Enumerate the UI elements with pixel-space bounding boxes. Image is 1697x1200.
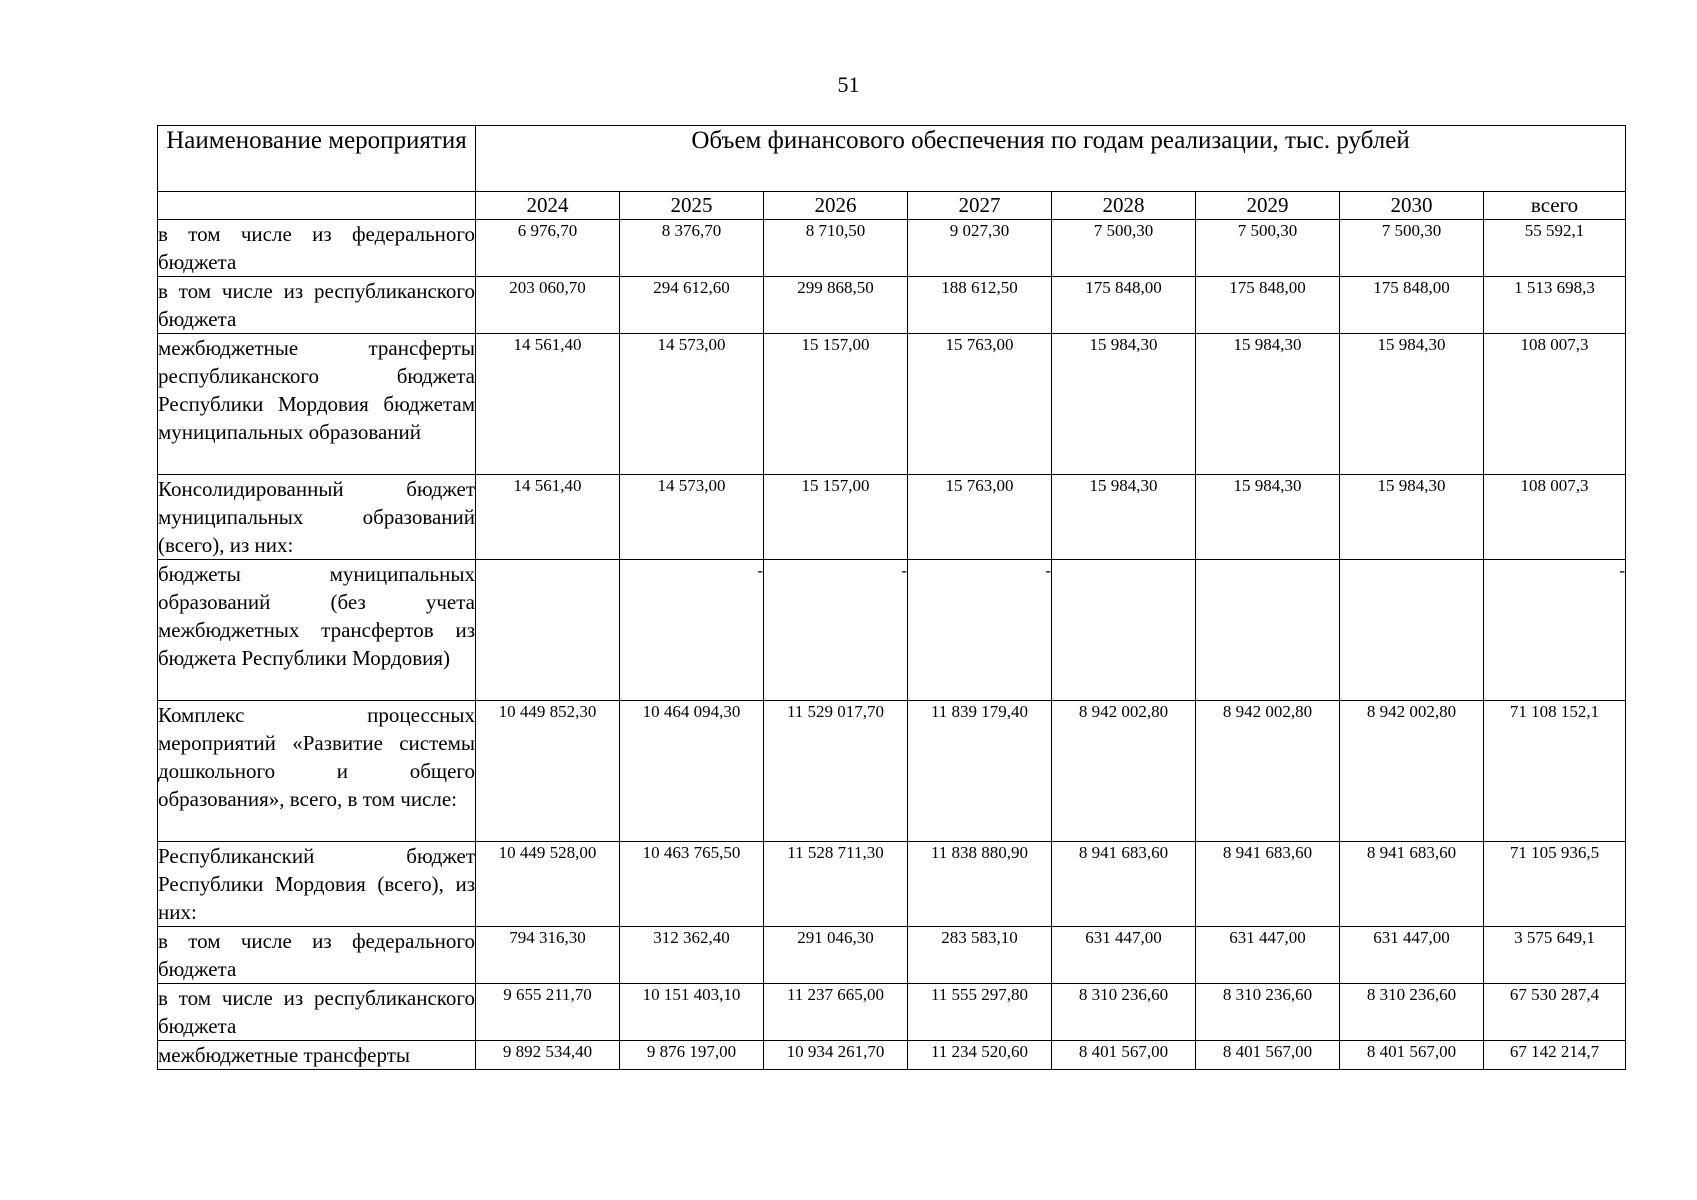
row-value-cell: 8 942 002,80: [1052, 701, 1196, 842]
year-cell: 2030: [1340, 192, 1484, 220]
row-value-cell: 794 316,30: [476, 927, 620, 984]
row-value-cell: 8 401 567,00: [1340, 1041, 1484, 1070]
row-total-cell: 55 592,1: [1484, 220, 1626, 277]
row-value-cell: 10 934 261,70: [764, 1041, 908, 1070]
year-cell: 2024: [476, 192, 620, 220]
table-row: [158, 560, 1626, 701]
row-value-cell: 8 401 567,00: [1196, 1041, 1340, 1070]
row-value-cell: 14 573,00: [620, 475, 764, 560]
row-value-cell: -: [908, 560, 1052, 701]
row-value-cell: 15 763,00: [908, 334, 1052, 475]
row-value-cell: 11 237 665,00: [764, 984, 908, 1041]
row-name-cell: в том числе из федерального бюджета: [158, 927, 476, 984]
years-row: [158, 192, 1626, 220]
year-cell: 2027: [908, 192, 1052, 220]
row-value-cell: 631 447,00: [1196, 927, 1340, 984]
header-row: [158, 126, 1626, 192]
row-name-cell: Республиканский бюджет Республики Мордовия (всего), из них:: [158, 842, 476, 927]
header-name-cell: Наименование мероприятия: [158, 126, 476, 192]
row-value-cell: 15 763,00: [908, 475, 1052, 560]
table-row: [158, 701, 1626, 842]
header-main-cell: Объем финансового обеспечения по годам реализации, тыс. рублей: [476, 126, 1626, 192]
row-value-cell: 15 984,30: [1196, 334, 1340, 475]
row-value-cell: 10 449 528,00: [476, 842, 620, 927]
row-value-cell: 8 941 683,60: [1340, 842, 1484, 927]
total-header-cell: всего: [1484, 192, 1626, 220]
row-value-cell: 11 555 297,80: [908, 984, 1052, 1041]
row-value-cell: 8 401 567,00: [1052, 1041, 1196, 1070]
row-value-cell: 14 561,40: [476, 334, 620, 475]
table-row: [158, 927, 1626, 984]
row-value-cell: 283 583,10: [908, 927, 1052, 984]
row-value-cell: [1196, 560, 1340, 701]
row-total-cell: 108 007,3: [1484, 475, 1626, 560]
row-value-cell: 175 848,00: [1052, 277, 1196, 334]
row-total-cell: 67 530 287,4: [1484, 984, 1626, 1041]
table-row: [158, 334, 1626, 475]
row-value-cell: 15 984,30: [1052, 334, 1196, 475]
row-value-cell: 15 984,30: [1196, 475, 1340, 560]
year-cell: 2025: [620, 192, 764, 220]
row-value-cell: 15 157,00: [764, 475, 908, 560]
row-value-cell: 299 868,50: [764, 277, 908, 334]
row-value-cell: 8 310 236,60: [1196, 984, 1340, 1041]
row-name-cell: в том числе из федерального бюджета: [158, 220, 476, 277]
row-total-cell: 3 575 649,1: [1484, 927, 1626, 984]
row-total-cell: -: [1484, 560, 1626, 701]
row-value-cell: 11 234 520,60: [908, 1041, 1052, 1070]
row-value-cell: 8 710,50: [764, 220, 908, 277]
row-name-cell: межбюджетные трансферты республиканского бюджета Республики Мордовия бюджетам муниципальных образований: [158, 334, 476, 475]
row-value-cell: 10 449 852,30: [476, 701, 620, 842]
row-total-cell: 67 142 214,7: [1484, 1041, 1626, 1070]
row-value-cell: 10 463 765,50: [620, 842, 764, 927]
row-value-cell: 203 060,70: [476, 277, 620, 334]
row-name-cell: в том числе из республиканского бюджета: [158, 984, 476, 1041]
row-value-cell: 11 839 179,40: [908, 701, 1052, 842]
table-row: [158, 1041, 1626, 1070]
row-value-cell: 15 984,30: [1340, 334, 1484, 475]
row-value-cell: 11 528 711,30: [764, 842, 908, 927]
row-name-cell: бюджеты муниципальных образований (без учета межбюджетных трансфертов из бюджета Республики Мордовия): [158, 560, 476, 701]
row-value-cell: 11 529 017,70: [764, 701, 908, 842]
row-value-cell: -: [764, 560, 908, 701]
row-value-cell: 8 942 002,80: [1196, 701, 1340, 842]
row-name-cell: межбюджетные трансферты: [158, 1041, 476, 1070]
row-value-cell: 8 942 002,80: [1340, 701, 1484, 842]
row-value-cell: 7 500,30: [1340, 220, 1484, 277]
row-value-cell: 7 500,30: [1052, 220, 1196, 277]
years-empty-cell: [158, 192, 476, 220]
row-value-cell: 14 561,40: [476, 475, 620, 560]
row-value-cell: 15 984,30: [1340, 475, 1484, 560]
row-value-cell: 8 310 236,60: [1052, 984, 1196, 1041]
table-row: [158, 984, 1626, 1041]
row-value-cell: 8 310 236,60: [1340, 984, 1484, 1041]
row-value-cell: 8 941 683,60: [1196, 842, 1340, 927]
row-value-cell: 15 984,30: [1052, 475, 1196, 560]
row-value-cell: 15 157,00: [764, 334, 908, 475]
row-total-cell: 108 007,3: [1484, 334, 1626, 475]
table-row: [158, 475, 1626, 560]
year-cell: 2026: [764, 192, 908, 220]
row-value-cell: 10 151 403,10: [620, 984, 764, 1041]
row-value-cell: 631 447,00: [1340, 927, 1484, 984]
row-value-cell: 175 848,00: [1340, 277, 1484, 334]
row-value-cell: 8 376,70: [620, 220, 764, 277]
row-value-cell: 7 500,30: [1196, 220, 1340, 277]
page-number: 51: [837, 72, 860, 97]
row-value-cell: 11 838 880,90: [908, 842, 1052, 927]
row-name-cell: Комплекс процессных мероприятий «Развитие системы дошкольного и общего образования», всего, в том числе:: [158, 701, 476, 842]
row-total-cell: 71 108 152,1: [1484, 701, 1626, 842]
row-value-cell: 8 941 683,60: [1052, 842, 1196, 927]
row-value-cell: 175 848,00: [1196, 277, 1340, 334]
row-value-cell: [476, 560, 620, 701]
row-value-cell: -: [620, 560, 764, 701]
table-row: [158, 277, 1626, 334]
row-name-cell: Консолидированный бюджет муниципальных образований (всего), из них:: [158, 475, 476, 560]
row-value-cell: 9 876 197,00: [620, 1041, 764, 1070]
row-value-cell: 291 046,30: [764, 927, 908, 984]
table-row: [158, 220, 1626, 277]
row-total-cell: 71 105 936,5: [1484, 842, 1626, 927]
row-value-cell: 294 612,60: [620, 277, 764, 334]
row-value-cell: [1340, 560, 1484, 701]
table-row: [158, 842, 1626, 927]
row-value-cell: 188 612,50: [908, 277, 1052, 334]
row-value-cell: 312 362,40: [620, 927, 764, 984]
row-value-cell: 631 447,00: [1052, 927, 1196, 984]
row-value-cell: [1052, 560, 1196, 701]
row-name-cell: в том числе из республиканского бюджета: [158, 277, 476, 334]
financing-table: [157, 125, 1626, 1070]
row-value-cell: 9 027,30: [908, 220, 1052, 277]
year-cell: 2028: [1052, 192, 1196, 220]
row-value-cell: 9 655 211,70: [476, 984, 620, 1041]
row-value-cell: 6 976,70: [476, 220, 620, 277]
row-value-cell: 14 573,00: [620, 334, 764, 475]
row-value-cell: 10 464 094,30: [620, 701, 764, 842]
row-total-cell: 1 513 698,3: [1484, 277, 1626, 334]
year-cell: 2029: [1196, 192, 1340, 220]
row-value-cell: 9 892 534,40: [476, 1041, 620, 1070]
